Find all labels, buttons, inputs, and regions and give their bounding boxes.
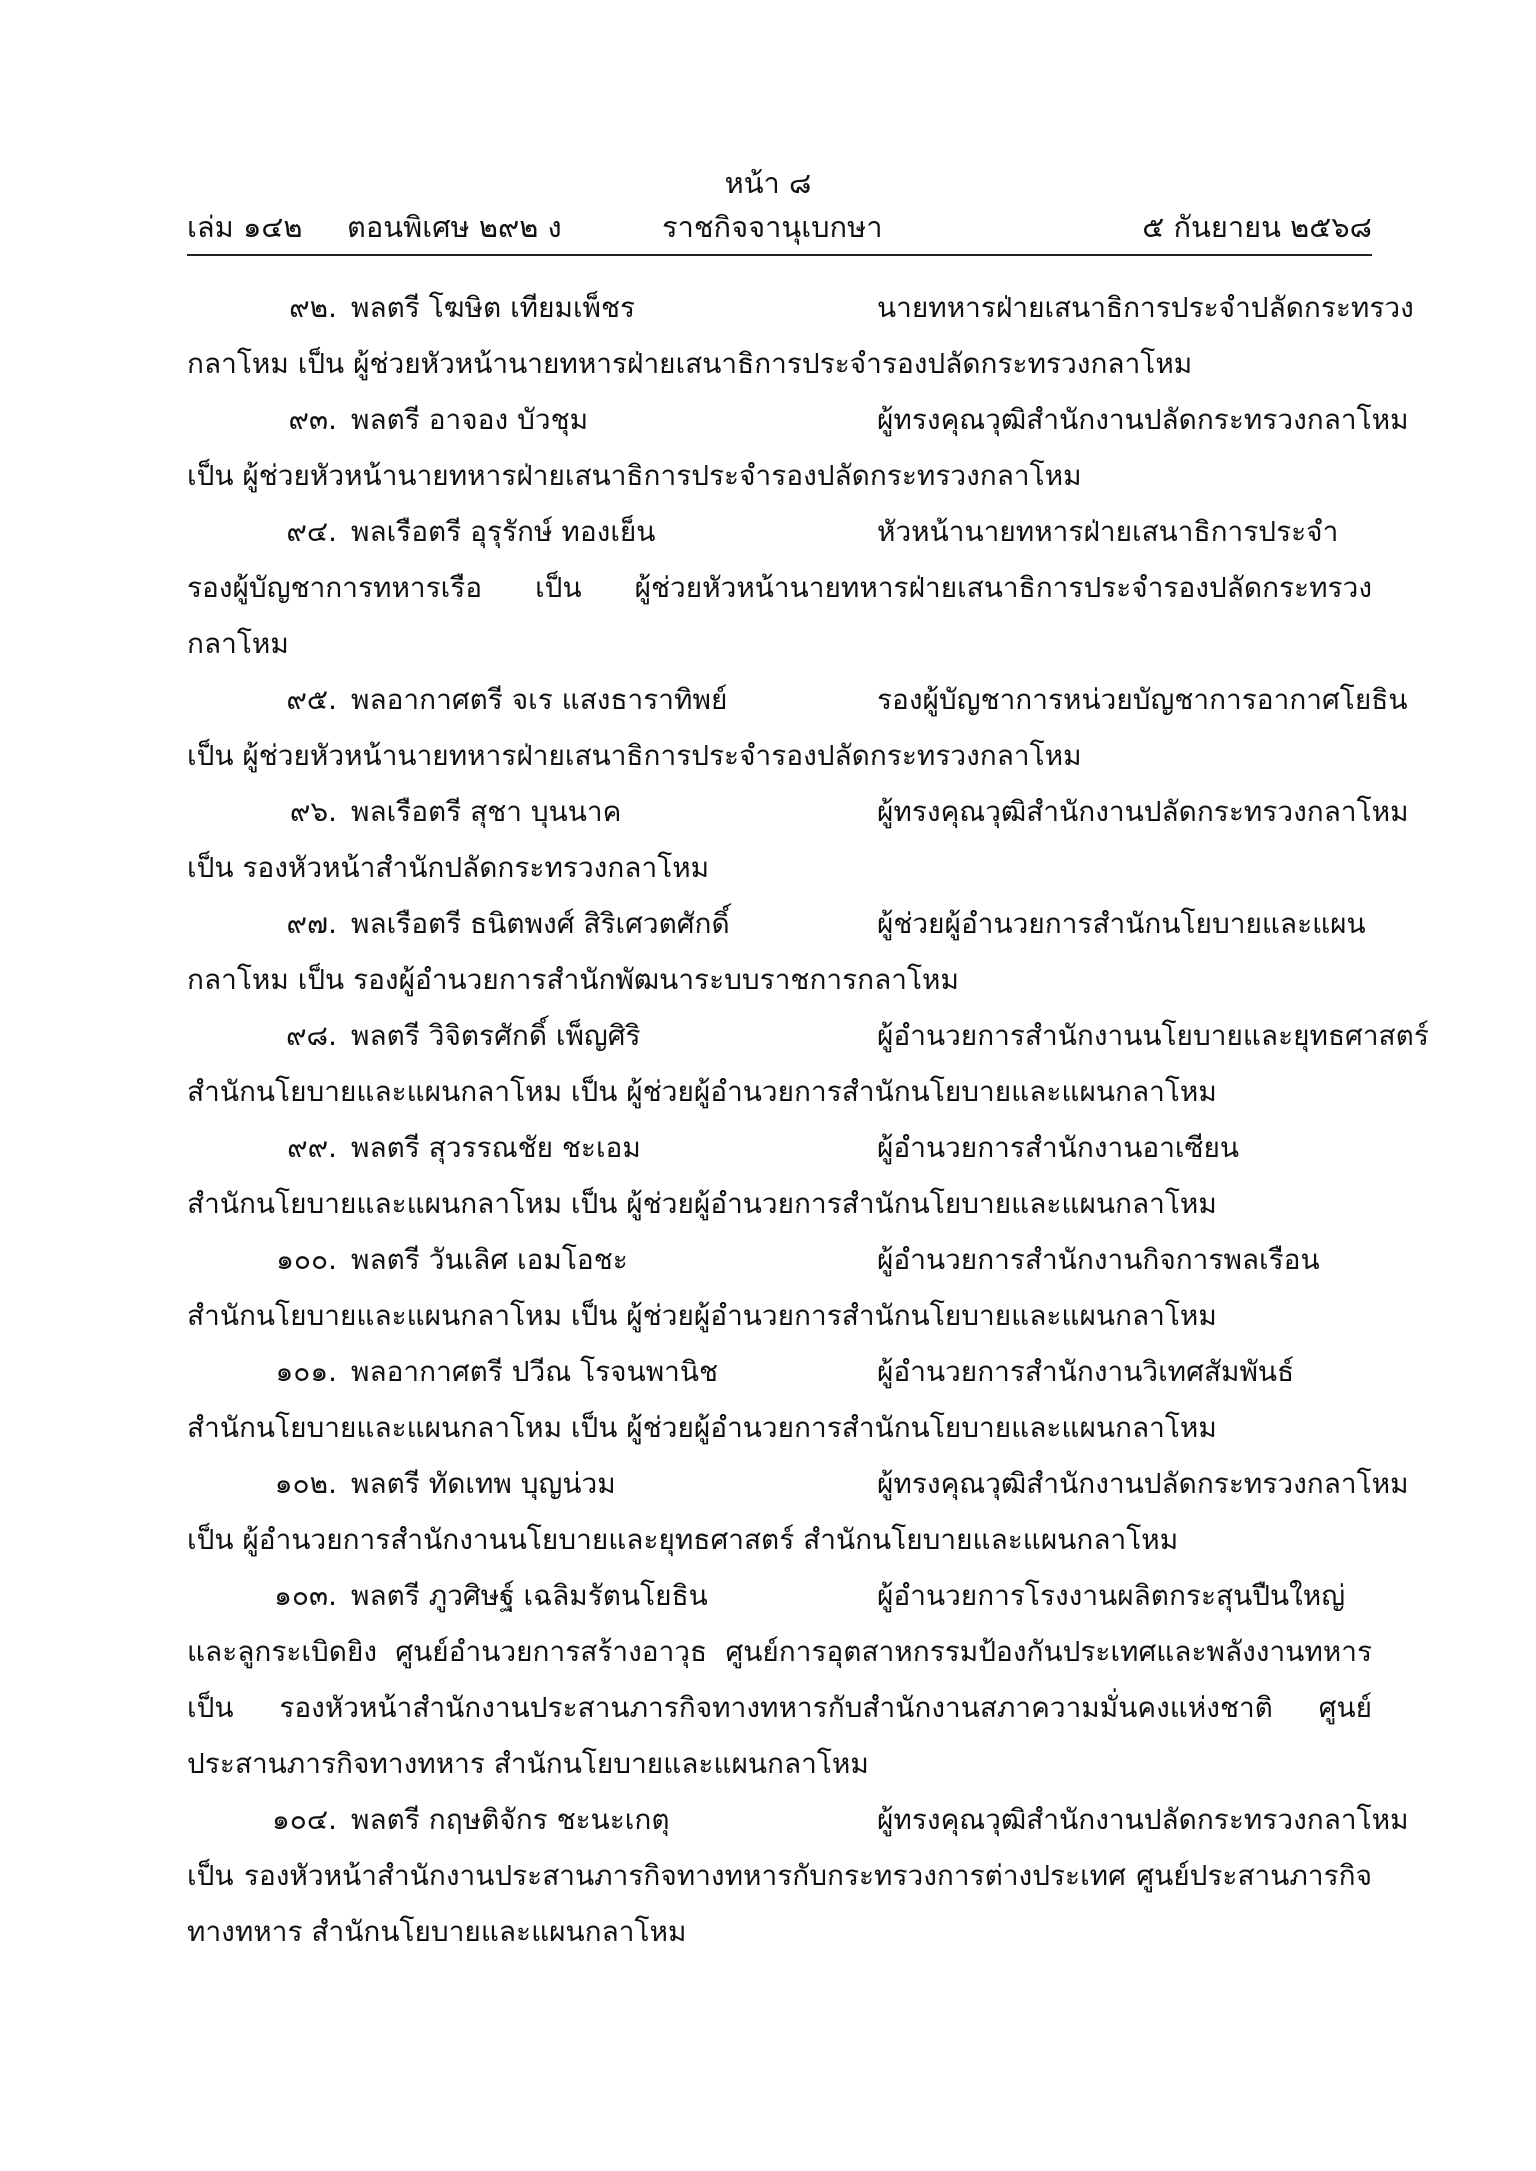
entry-name: พลตรี ภูวศิษฐ์ เฉลิมรัตนโยธิน bbox=[351, 1579, 708, 1612]
entry-new-position: กลาโหม เป็น รองผู้อำนวยการสำนักพัฒนาระบบราชการกลาโหม bbox=[187, 963, 959, 996]
entry-name: พลตรี วันเลิศ เอมโอชะ bbox=[351, 1243, 628, 1276]
list-item bbox=[187, 280, 1414, 392]
header-divider bbox=[187, 254, 1372, 256]
entry-new-position: เป็น ผู้ช่วยหัวหน้านายทหารฝ่ายเสนาธิการประจำรองปลัดกระทรวงกลาโหม bbox=[187, 459, 1082, 492]
entry-current-position: ผู้อำนวยการสำนักงานอาเซียน bbox=[877, 1131, 1240, 1164]
entry-current-position: ผู้อำนวยการสำนักงานวิเทศสัมพันธ์ bbox=[877, 1355, 1295, 1388]
entry-number: ๑๐๒. bbox=[274, 1467, 337, 1500]
entry-new-position: รองผู้บัญชาการทหารเรือ เป็น ผู้ช่วยหัวหน้านายทหารฝ่ายเสนาธิการประจำรองปลัดกระทรวงกลาโหม bbox=[187, 571, 1372, 660]
entry-number: ๑๐๐. bbox=[276, 1243, 337, 1276]
entry-current-position: นายทหารฝ่ายเสนาธิการประจำปลัดกระทรวง bbox=[877, 291, 1414, 324]
list-item bbox=[187, 672, 1408, 784]
entry-number: ๙๒. bbox=[289, 291, 337, 324]
list-item bbox=[187, 784, 1409, 896]
entry-number: ๙๗. bbox=[286, 907, 337, 940]
entry-name: พลเรือตรี ธนิตพงศ์ สิริเศวตศักดิ์ bbox=[351, 907, 730, 940]
page-number: หน้า ๘ bbox=[724, 166, 812, 200]
entry-name: พลตรี โฆษิต เทียมเพ็ชร bbox=[351, 291, 636, 324]
list-item bbox=[187, 1120, 1372, 1232]
entry-current-position: ผู้อำนวยการสำนักงานกิจการพลเรือน bbox=[877, 1243, 1320, 1276]
entry-number: ๙๖. bbox=[289, 795, 337, 828]
entry-new-position: สำนักนโยบายและแผนกลาโหม เป็น ผู้ช่วยผู้อำนวยการสำนักนโยบายและแผนกลาโหม bbox=[187, 1299, 1217, 1332]
list-item bbox=[187, 1792, 1409, 1960]
entry-number: ๙๙. bbox=[287, 1131, 337, 1164]
list-item bbox=[187, 1232, 1372, 1344]
entry-name: พลตรี สุวรรณชัย ชะเอม bbox=[351, 1131, 641, 1164]
publication-date: ๕ กันยายน ๒๕๖๘ bbox=[1142, 210, 1372, 244]
list-item bbox=[187, 1008, 1429, 1120]
entry-name: พลอากาศตรี จเร แสงธาราทิพย์ bbox=[351, 683, 728, 716]
entry-name: พลตรี อาจอง บัวชุม bbox=[351, 403, 589, 436]
entry-new-position: เป็น รองหัวหน้าสำนักปลัดกระทรวงกลาโหม bbox=[187, 851, 710, 884]
entry-number: ๙๕. bbox=[286, 683, 337, 716]
entry-name: พลเรือตรี อุรุรักษ์ ทองเย็น bbox=[351, 515, 656, 548]
entry-name: พลตรี กฤษติจักร ชะนะเกตุ bbox=[351, 1803, 670, 1836]
entry-current-position: รองผู้บัญชาการหน่วยบัญชาการอากาศโยธิน bbox=[877, 683, 1408, 716]
entry-number: ๙๔. bbox=[286, 515, 337, 548]
entry-name: พลเรือตรี สุชา บุนนาค bbox=[351, 795, 622, 828]
entry-number: ๑๐๑. bbox=[275, 1355, 337, 1388]
entry-name: พลตรี วิจิตรศักดิ์ เพ็ญศิริ bbox=[351, 1019, 641, 1052]
entry-name: พลตรี ทัดเทพ บุญน่วม bbox=[351, 1467, 616, 1500]
list-item bbox=[187, 1456, 1409, 1568]
entry-new-position: เป็น ผู้อำนวยการสำนักงานนโยบายและยุทธศาสตร์ สำนักนโยบายและแผนกลาโหม bbox=[187, 1523, 1179, 1556]
entry-current-position: ผู้ช่วยผู้อำนวยการสำนักนโยบายและแผน bbox=[877, 907, 1366, 940]
issue-label: ตอนพิเศษ ๒๙๒ ง bbox=[347, 210, 562, 244]
volume-label: เล่ม ๑๔๒ bbox=[187, 210, 303, 244]
entry-current-position: หัวหน้านายทหารฝ่ายเสนาธิการประจำ bbox=[877, 515, 1339, 548]
entry-current-position: ผู้ทรงคุณวุฒิสำนักงานปลัดกระทรวงกลาโหม bbox=[877, 1803, 1409, 1836]
entry-new-position: สำนักนโยบายและแผนกลาโหม เป็น ผู้ช่วยผู้อำนวยการสำนักนโยบายและแผนกลาโหม bbox=[187, 1187, 1217, 1220]
publication-title: ราชกิจจานุเบกษา bbox=[662, 210, 883, 244]
entry-number: ๙๘. bbox=[285, 1019, 337, 1052]
entry-current-position: ผู้อำนวยการสำนักงานนโยบายและยุทธศาสตร์ bbox=[877, 1019, 1429, 1052]
entry-number: ๑๐๓. bbox=[274, 1579, 337, 1612]
gazette-header bbox=[187, 207, 1372, 251]
entry-new-position: และลูกระเบิดยิง ศูนย์อำนวยการสร้างอาวุธ ศูนย์การอุตสาหกรรมป้องกันประเทศและพลังงานทหาร เป็น รองหัวหน้าสำนักงานประสานภารกิจทางทหารกับสำนักงานสภาความมั่นคงแห่งชาติ ศูนย์ประสานภารกิจทางทหาร สำนักนโยบายและแผนกลาโหม bbox=[187, 1635, 1372, 1780]
entry-new-position: เป็น ผู้ช่วยหัวหน้านายทหารฝ่ายเสนาธิการประจำรองปลัดกระทรวงกลาโหม bbox=[187, 739, 1082, 772]
list-item bbox=[187, 504, 1372, 672]
entry-current-position: ผู้ทรงคุณวุฒิสำนักงานปลัดกระทรวงกลาโหม bbox=[877, 403, 1409, 436]
entry-name: พลอากาศตรี ปวีณ โรจนพานิช bbox=[351, 1355, 719, 1388]
entry-new-position: สำนักนโยบายและแผนกลาโหม เป็น ผู้ช่วยผู้อำนวยการสำนักนโยบายและแผนกลาโหม bbox=[187, 1411, 1217, 1444]
list-item bbox=[187, 1344, 1372, 1456]
list-item bbox=[187, 896, 1372, 1008]
list-item bbox=[187, 392, 1409, 504]
entry-new-position: เป็น รองหัวหน้าสำนักงานประสานภารกิจทางทหารกับกระทรวงการต่างประเทศ ศูนย์ประสานภารกิจทางทหาร สำนักนโยบายและแผนกลาโหม bbox=[187, 1859, 1372, 1948]
entry-current-position: ผู้ทรงคุณวุฒิสำนักงานปลัดกระทรวงกลาโหม bbox=[877, 795, 1409, 828]
entry-number: ๑๐๔. bbox=[272, 1803, 337, 1836]
entry-new-position: กลาโหม เป็น ผู้ช่วยหัวหน้านายทหารฝ่ายเสนาธิการประจำรองปลัดกระทรวงกลาโหม bbox=[187, 347, 1193, 380]
entry-current-position: ผู้อำนวยการโรงงานผลิตกระสุนปืนใหญ่ bbox=[877, 1579, 1346, 1612]
entry-number: ๙๓. bbox=[288, 403, 337, 436]
list-item bbox=[187, 1568, 1372, 1792]
entry-current-position: ผู้ทรงคุณวุฒิสำนักงานปลัดกระทรวงกลาโหม bbox=[877, 1467, 1409, 1500]
appointment-list bbox=[187, 280, 1429, 1960]
entry-new-position: สำนักนโยบายและแผนกลาโหม เป็น ผู้ช่วยผู้อำนวยการสำนักนโยบายและแผนกลาโหม bbox=[187, 1075, 1217, 1108]
